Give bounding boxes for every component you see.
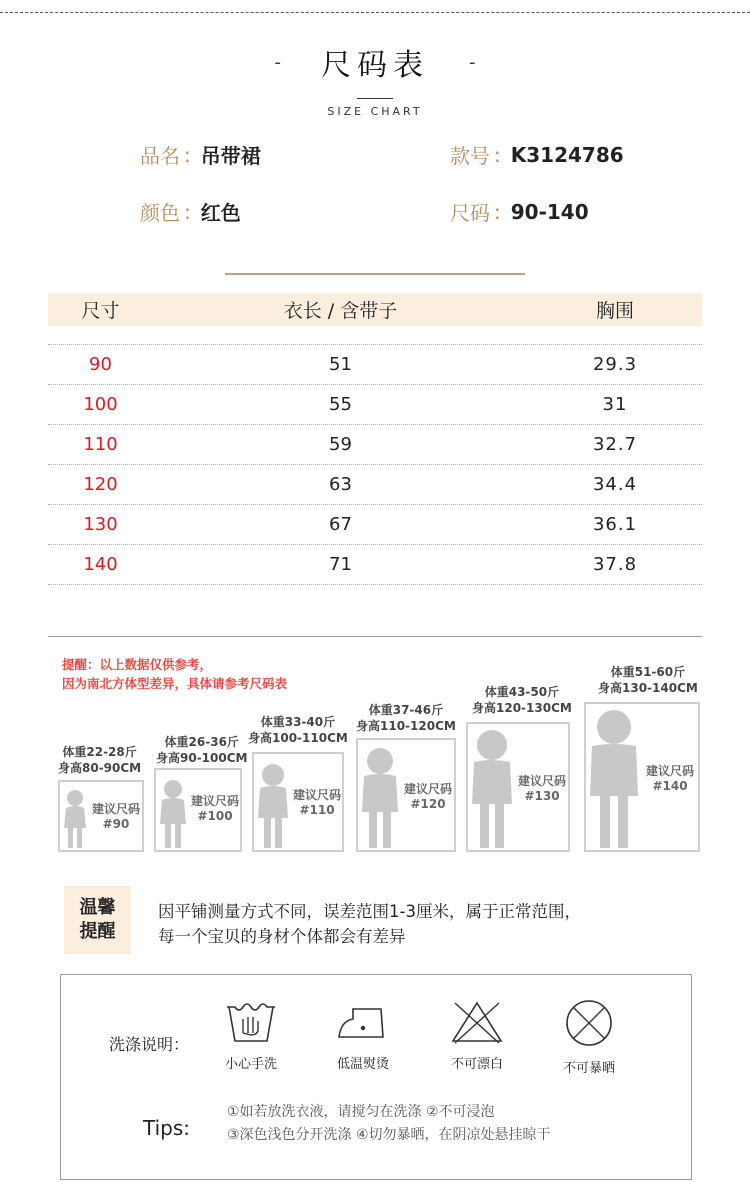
- table-row: [48, 345, 702, 385]
- child-silhouette-icon: [62, 788, 88, 850]
- product-code-label: 款号: [450, 144, 490, 168]
- kid-advice: [88, 802, 144, 832]
- title-row: [0, 40, 750, 84]
- kid-advice: [400, 782, 456, 812]
- kid-card: [252, 752, 344, 852]
- page-title: 尺码表: [321, 48, 429, 83]
- header-chest: 胸围: [595, 300, 634, 322]
- warm-tip-line-1: 因平铺测量方式不同，误差范围1-3厘米，属于正常范围，: [158, 902, 581, 921]
- kid-advice: [640, 764, 700, 794]
- wash-icon-item: [323, 999, 403, 1072]
- kid-advice: [514, 774, 570, 804]
- colon: :: [184, 199, 191, 224]
- cell-chest: 34.4: [592, 474, 638, 495]
- product-name-label: 品名: [140, 144, 180, 168]
- wash-caption: 低温熨烫: [336, 1057, 389, 1072]
- kid-advice: [188, 794, 242, 824]
- kid-info: [356, 702, 456, 734]
- advice-size: #110: [299, 803, 335, 817]
- kid-height: 身高130-140CM: [598, 681, 698, 695]
- wash-caption: 不可漂白: [450, 1057, 503, 1072]
- kid-height: 身高100-110CM: [248, 731, 348, 745]
- no-sun-dry-icon: [561, 999, 617, 1049]
- kid-height: 身高120-130CM: [472, 701, 572, 715]
- wash-icon-item: [211, 999, 291, 1072]
- kid-height: 身高110-120CM: [356, 719, 456, 733]
- product-color-label: 颜色: [140, 201, 180, 225]
- cell-chest: 29.3: [592, 354, 638, 375]
- kid-card: [58, 780, 144, 852]
- warm-tip-label-2: 提醒: [79, 921, 116, 942]
- size-table: [48, 293, 702, 585]
- kid-height: 身高90-100CM: [156, 751, 248, 765]
- product-color: [140, 197, 450, 226]
- section-divider: [48, 636, 702, 637]
- page-subtitle: SIZE CHART: [327, 105, 423, 118]
- cell-size: 90: [89, 354, 112, 375]
- child-silhouette-icon: [360, 746, 400, 850]
- kid-weight: 体重33-40斤: [260, 715, 336, 729]
- title-dash-left: -: [274, 51, 281, 73]
- reminder-line-2: 因为南北方体型差异，具体请参考尺码表: [62, 676, 288, 691]
- advice-size: #100: [197, 809, 233, 823]
- cell-chest: 32.7: [592, 434, 638, 455]
- wash-icon-item: [549, 999, 629, 1076]
- wash-caption: 小心手洗: [224, 1057, 277, 1072]
- kid-weight: 体重43-50斤: [484, 685, 560, 699]
- product-code: [450, 140, 660, 169]
- kid-weight: 体重26-36斤: [164, 735, 239, 749]
- kid-size-guide: [0, 660, 750, 860]
- tips-label: Tips:: [143, 1116, 191, 1140]
- tips-line-1: ①如若放洗衣液，请搅匀在洗涤 ②不可浸泡: [227, 1104, 495, 1120]
- child-silhouette-icon: [256, 762, 290, 850]
- washing-label: 洗涤说明：: [109, 1035, 190, 1054]
- cell-size: 140: [83, 554, 118, 575]
- size-chart-header: [0, 40, 750, 118]
- cell-chest: 31: [602, 394, 628, 415]
- header-size: 尺寸: [81, 300, 120, 322]
- kid-card: [466, 722, 570, 852]
- low-iron-icon: [335, 999, 391, 1045]
- kid-card: [154, 768, 242, 852]
- cell-length: 63: [329, 474, 352, 495]
- no-bleach-icon: [449, 999, 505, 1045]
- advice-size: #140: [652, 779, 688, 793]
- advice-size: #120: [410, 797, 446, 811]
- reminder-line-1: 提醒：以上数据仅供参考，: [62, 657, 213, 672]
- header-length: 衣长 / 含带子: [283, 300, 398, 322]
- warm-tip-badge: [64, 886, 131, 954]
- cell-size: 110: [83, 434, 118, 455]
- washing-instructions: [60, 974, 692, 1180]
- warm-tip-text: [158, 899, 581, 949]
- kid-info: [58, 744, 141, 776]
- title-dash-right: -: [469, 51, 476, 73]
- kid-advice: [290, 788, 344, 818]
- kid-info: [598, 664, 698, 696]
- child-silhouette-icon: [158, 778, 188, 850]
- cell-length: 67: [329, 514, 352, 535]
- kid-height: 身高80-90CM: [58, 761, 142, 775]
- product-size-value: 90-140: [510, 199, 589, 224]
- kid-weight: 体重51-60斤: [610, 665, 686, 679]
- cell-size: 120: [83, 474, 118, 495]
- cell-chest: 36.1: [592, 514, 638, 535]
- product-name: [140, 140, 450, 169]
- advice-size: #90: [102, 817, 130, 831]
- child-silhouette-icon: [588, 708, 640, 850]
- kid-weight: 体重22-28斤: [62, 745, 137, 759]
- advice-label: 建议尺码: [403, 782, 452, 796]
- advice-label: 建议尺码: [190, 794, 239, 808]
- cell-length: 59: [329, 434, 352, 455]
- warm-tip-line-2: 每一个宝贝的身材个体都会有差异: [158, 927, 406, 946]
- cell-length: 71: [329, 554, 352, 575]
- colon: :: [184, 142, 191, 167]
- hand-wash-icon: [223, 999, 279, 1045]
- kid-card: [356, 738, 456, 852]
- cell-size: 130: [83, 514, 118, 535]
- title-underline: [357, 98, 393, 99]
- table-row: [48, 545, 702, 585]
- advice-label: 建议尺码: [292, 788, 341, 802]
- table-body: [48, 344, 702, 585]
- advice-label: 建议尺码: [645, 764, 694, 778]
- kid-weight: 体重37-46斤: [368, 703, 444, 717]
- table-top-divider: [225, 273, 525, 275]
- product-name-value: 吊带裙: [200, 144, 261, 168]
- product-size-label: 尺码: [450, 201, 490, 225]
- product-info: [140, 140, 660, 226]
- table-header: [48, 293, 702, 326]
- tips-line-2: ③深色浅色分开洗涤 ④切勿暴晒，在阴凉处悬挂晾干: [227, 1127, 551, 1143]
- cell-length: 51: [329, 354, 352, 375]
- cell-size: 100: [83, 394, 118, 415]
- advice-label: 建议尺码: [91, 802, 140, 816]
- product-code-value: K3124786: [510, 142, 624, 167]
- table-row: [48, 385, 702, 425]
- child-silhouette-icon: [470, 728, 514, 850]
- product-color-value: 红色: [200, 201, 241, 225]
- wash-caption: 不可暴晒: [562, 1061, 615, 1076]
- colon: :: [494, 142, 501, 167]
- kid-info: [156, 734, 247, 766]
- warm-tip-label-1: 温馨: [79, 897, 116, 918]
- cell-length: 55: [329, 394, 352, 415]
- table-row: [48, 425, 702, 465]
- advice-label: 建议尺码: [517, 774, 566, 788]
- advice-size: #130: [524, 789, 560, 803]
- top-dashed-divider: [0, 12, 750, 13]
- tips-text: [227, 1101, 551, 1147]
- product-size-range: [450, 197, 660, 226]
- table-row: [48, 465, 702, 505]
- colon: :: [494, 199, 501, 224]
- table-row: [48, 505, 702, 545]
- cell-chest: 37.8: [592, 554, 638, 575]
- kid-card: [584, 702, 700, 852]
- wash-icon-item: [437, 999, 517, 1072]
- kid-info: [248, 714, 348, 746]
- kid-info: [472, 684, 572, 716]
